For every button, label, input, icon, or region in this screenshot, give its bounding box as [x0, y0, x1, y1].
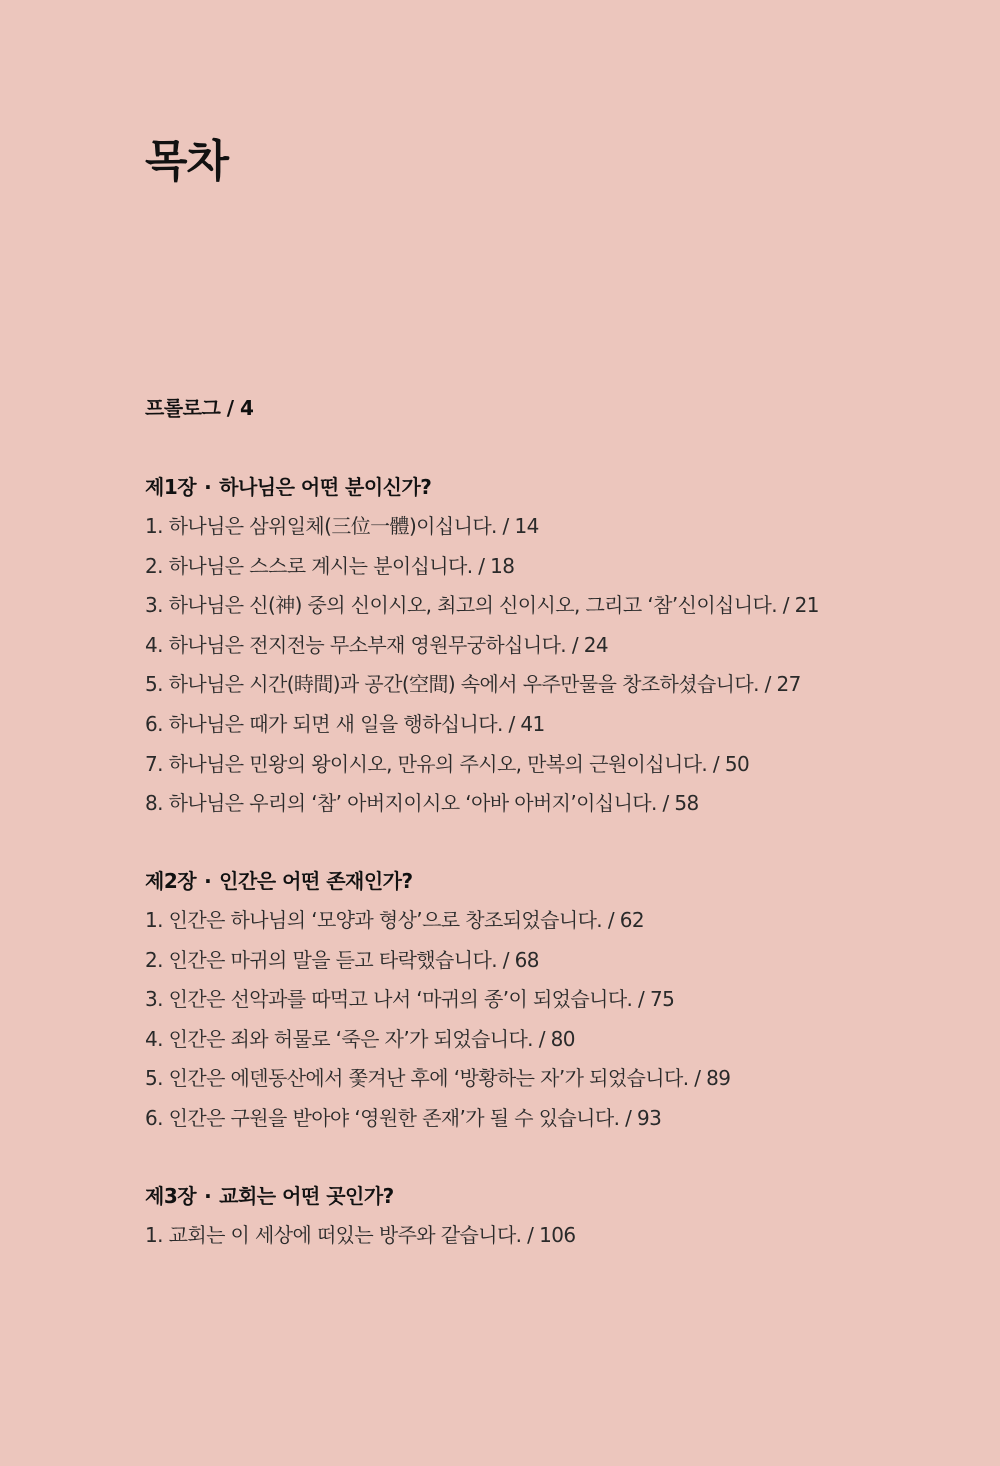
chapter-title: 교회는 어떤 곳인가?	[219, 1184, 394, 1208]
chapter-title: 인간은 어떤 존재인가?	[219, 869, 413, 893]
toc-entry: 5. 인간은 에덴동산에서 쫓겨난 후에 ‘방황하는 자’가 되었습니다. / 89	[145, 1066, 731, 1091]
toc-entry: 2. 인간은 마귀의 말을 듣고 타락했습니다. / 68	[145, 947, 539, 972]
toc-entry: 6. 하나님은 때가 되면 새 일을 행하십니다. / 41	[145, 711, 545, 736]
chapter-number: 제2장	[145, 869, 197, 893]
chapter-separator: ·	[204, 1184, 212, 1208]
chapter-heading	[145, 472, 965, 502]
toc-entry: 8. 하나님은 우리의 ‘참’ 아버지이시오 ‘아바 아버지’이십니다. / 58	[145, 791, 699, 816]
toc-entry: 6. 인간은 구원을 받아야 ‘영원한 존재’가 될 수 있습니다. / 93	[145, 1105, 662, 1130]
chapter-number: 제3장	[145, 1184, 197, 1208]
chapter-heading	[145, 1181, 965, 1211]
toc-entry: 7. 하나님은 민왕의 왕이시오, 만유의 주시오, 만복의 근원이십니다. / 50	[145, 751, 750, 776]
toc-entry: 3. 하나님은 신(神) 중의 신이시오, 최고의 신이시오, 그리고 ‘참’신이십니다. / 21	[145, 593, 819, 618]
chapter-1	[145, 472, 965, 828]
chapter-2	[145, 866, 965, 1143]
toc-entry: 2. 하나님은 스스로 계시는 분이십니다. / 18	[145, 553, 515, 578]
toc-entry: 3. 인간은 선악과를 따먹고 나서 ‘마귀의 종’이 되었습니다. / 75	[145, 987, 675, 1012]
chapter-number: 제1장	[145, 475, 197, 499]
page-title: 목차	[145, 136, 229, 187]
chapter-heading	[145, 866, 965, 896]
toc-entry: 4. 인간은 죄와 허물로 ‘죽은 자’가 되었습니다. / 80	[145, 1026, 575, 1051]
toc-entry: 1. 하나님은 삼위일체(三位一體)이십니다. / 14	[145, 514, 539, 538]
toc-entry: 4. 하나님은 전지전능 무소부재 영원무궁하십니다. / 24	[145, 632, 608, 657]
chapter-separator: ·	[204, 869, 212, 893]
prologue-entry: 프롤로그 / 4	[145, 396, 254, 420]
toc-entry: 1. 인간은 하나님의 ‘모양과 형상’으로 창조되었습니다. / 62	[145, 908, 644, 932]
toc-entry: 5. 하나님은 시간(時間)과 공간(空間) 속에서 우주만물을 창조하셨습니다. / 27	[145, 672, 801, 697]
chapter-3	[145, 1181, 965, 1260]
toc-entry: 1. 교회는 이 세상에 떠있는 방주와 같습니다. / 106	[145, 1223, 576, 1247]
chapter-title: 하나님은 어떤 분이신가?	[219, 475, 432, 499]
chapter-separator: ·	[204, 475, 212, 499]
